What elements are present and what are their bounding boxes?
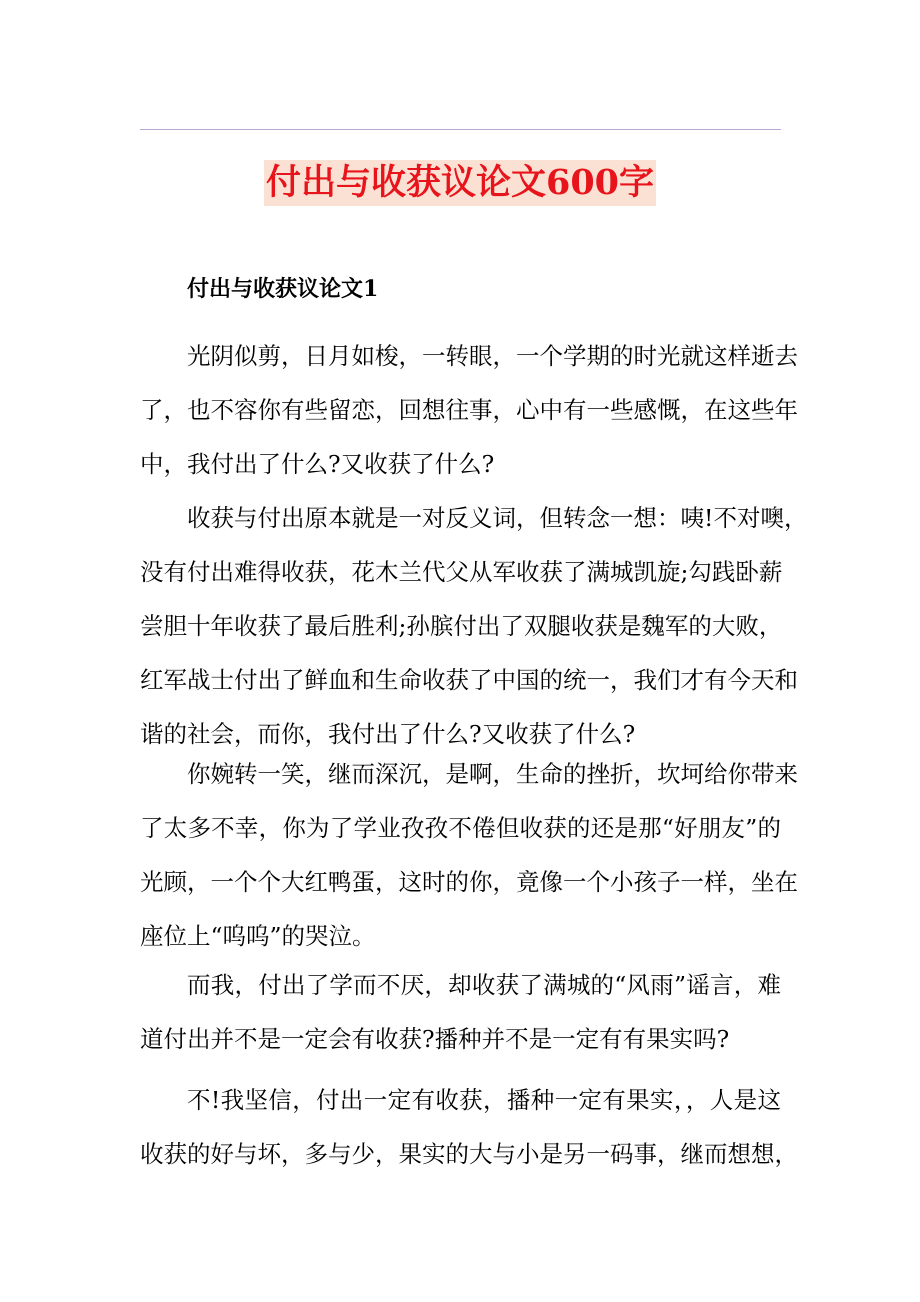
document-title: 付出与收获议论文600字: [264, 160, 656, 206]
paragraph-line: 了，也不容你有些留恋，回想往事，心中有一些感慨，在这些年: [140, 396, 798, 424]
paragraph-line: 收获与付出原本就是一对反义词，但转念一想：咦!不对噢，: [187, 504, 808, 532]
paragraph-line: 中，我付出了什么?又收获了什么?: [140, 450, 495, 478]
section-heading: 付出与收获议论文1: [187, 276, 379, 302]
paragraph-4: [140, 958, 781, 1066]
paragraph-5: [140, 1073, 798, 1181]
paragraph-line: 谐的社会，而你，我付出了什么?又收获了什么?: [140, 720, 636, 748]
paragraph-line: 你婉转一笑，继而深沉，是啊，生命的挫折，坎坷给你带来: [187, 760, 798, 788]
paragraph-line: 道付出并不是一定会有收获?播种并不是一定有有果实吗?: [140, 1025, 730, 1053]
title-container: [0, 160, 920, 206]
header-divider-line: [140, 129, 781, 130]
paragraph-3: [140, 747, 798, 963]
paragraph-line: 而我，付出了学而不厌，却收获了满城的“风雨”谣言，难: [187, 971, 781, 999]
paragraph-line: 座位上“呜呜”的哭泣。: [140, 922, 376, 950]
paragraph-line: 没有付出难得收获，花木兰代父从军收获了满城凯旋;勾践卧薪: [140, 558, 783, 586]
paragraph-line: 不!我坚信，付出一定有收获，播种一定有果实，，人是这: [187, 1086, 781, 1114]
paragraph-line: 光顾，一个个大红鸭蛋，这时的你，竟像一个小孩子一样，坐在: [140, 868, 798, 896]
paragraph-line: 红军战士付出了鲜血和生命收获了中国的统一，我们才有今天和: [140, 666, 798, 694]
paragraph-line: 了太多不幸，你为了学业孜孜不倦但收获的还是那“好朋友”的: [140, 814, 781, 842]
paragraph-line: 光阴似剪，日月如梭，一转眼，一个学期的时光就这样逝去: [187, 342, 798, 370]
paragraph-2: [140, 491, 808, 761]
paragraph-line: 尝胆十年收获了最后胜利;孙膑付出了双腿收获是魏军的大败，: [140, 612, 783, 640]
paragraph-1: [140, 329, 798, 491]
paragraph-line: 收获的好与坏，多与少，果实的大与小是另一码事，继而想想，: [140, 1140, 798, 1168]
